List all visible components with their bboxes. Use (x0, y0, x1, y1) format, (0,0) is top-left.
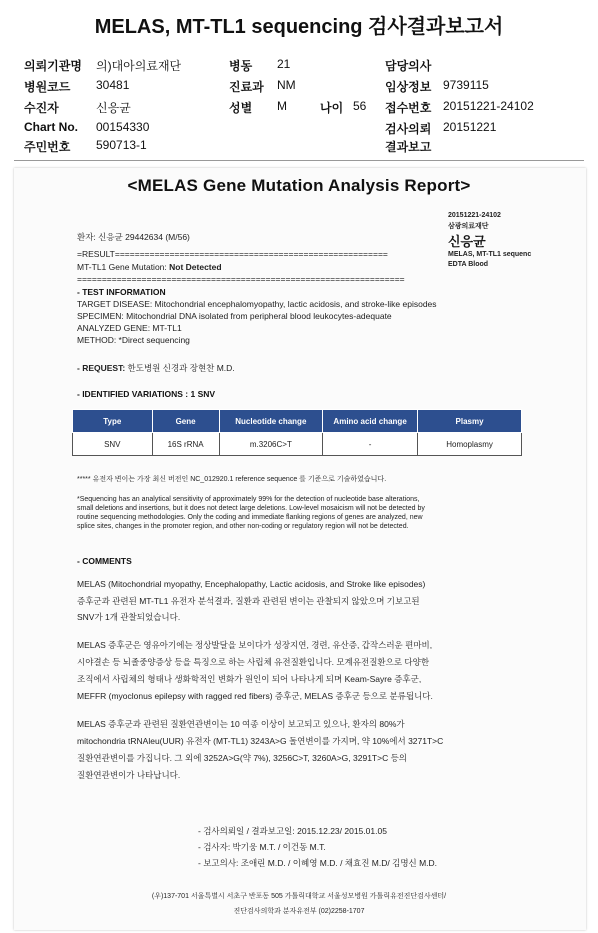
reference-note: ***** 유전자 변이는 가장 최신 버전인 NC_012920.1 reference sequence 를 기준으로 기술하였습니다. (77, 476, 387, 483)
comment-line: MEFFR (myoclonus epilepsy with ragged red fibers) 증후군, MELAS 증후군 등으로 분류됩니다. (77, 691, 433, 701)
variations-heading: - IDENTIFIED VARIATIONS : 1 SNV (77, 389, 216, 399)
label-sex: 성별 (229, 101, 253, 115)
value-institution: 의)대아의료재단 (96, 59, 182, 73)
label-hospital-code: 병원코드 (24, 80, 71, 94)
physicians-line: - 보고의사: 조애린 M.D. / 이혜영 M.D. / 채효진 M.D/ 김명신 M.D. (198, 858, 438, 868)
dates-line: - 검사의뢰일 / 결과보고일: 2015.12.23/ 2015.01.05 (198, 826, 387, 836)
technicians-line: - 검사자: 박기웅 M.T. / 이건동 M.T. (198, 842, 326, 852)
comment-line: 질환연관변이를 가집니다. 그 외에 3252A>G(약 7%), 3256C>T, 3260A>G, 3291T>C 등의 (77, 753, 408, 763)
comment-line: 조직에서 사립체의 형태나 생화학적인 변화가 원인이 되어 나타나게 되며 Keam-Sayre 증후군, (77, 674, 422, 684)
patient-line: 환자: 신응균 29442634 (M/56) (77, 232, 190, 242)
value-resident-no: 590713-1 (96, 138, 147, 152)
label-lab: 삼광의료재단 (448, 223, 489, 230)
method-note-line: splice sites, changes in the promoter region, and other non-coding or regulatory region will not be detected. (77, 523, 409, 530)
cell-nucleotide: m.3206C>T (219, 433, 323, 456)
specimen-line: SPECIMEN: Mitochondrial DNA isolated from peripheral blood leukocytes-adequate (77, 311, 392, 321)
gene-mutation-label: MT-TL1 Gene Mutation: (77, 262, 170, 272)
document-title: MELAS, MT-TL1 sequencing 검사결과보고서 (94, 16, 504, 38)
table-header-row (73, 410, 522, 433)
value-chart-no: 00154330 (96, 120, 150, 134)
label-result-report: 결과보고 (385, 140, 432, 154)
result-separator: ================================================================== (77, 274, 405, 284)
comment-line: 증후군과 관련된 MT-TL1 유전자 분석결과, 질환과 관련된 변이는 관찰되지 않았으며 기보고된 (77, 596, 420, 606)
label-age: 나이 (320, 101, 344, 115)
request-line (77, 362, 235, 374)
value-department: NM (277, 78, 296, 92)
value-age: 56 (353, 99, 367, 113)
value-patient: 신응균 (96, 101, 131, 115)
col-nucleotide: Nucleotide change (219, 410, 323, 433)
col-gene: Gene (152, 410, 219, 433)
test-info-heading: - TEST INFORMATION (77, 287, 166, 297)
label-ward: 병동 (229, 59, 253, 73)
label-resident-no: 주민번호 (24, 140, 71, 154)
comment-line: MELAS (Mitochondrial myopathy, Encephalopathy, Lactic acidosis, and Stroke like episodes) (77, 579, 426, 589)
method-note-line: routine sequencing methodologies. Only the coding and immediate flanking regions of genes are analyzed, new (77, 514, 423, 521)
label-clinical-info: 임상정보 (385, 80, 432, 94)
value-sex: M (277, 99, 287, 113)
comment-line: MELAS 증후군은 영유아기에는 정상발달을 보이다가 성장지연, 경련, 유산증, 갑작스러운 편마비, (77, 640, 433, 650)
footer-department: 진단검사의학과 분자유전부 (02)2258-1707 (233, 908, 365, 915)
label-chart-no: Chart No. (24, 120, 78, 134)
comment-line: SNV가 1개 관찰되었습니다. (77, 612, 181, 622)
value-hospital-code: 30481 (96, 78, 130, 92)
cell-amino-acid: - (323, 433, 418, 456)
table-row (73, 433, 522, 456)
gene-mutation-result (77, 262, 222, 272)
report-title: <MELAS Gene Mutation Analysis Report> (127, 176, 471, 195)
comment-line: 시야결손 등 뇌졸중양증상 등을 특징으로 하는 사립체 유전질환입니다. 모계유전질환으로 다양한 (77, 657, 430, 667)
request-value: 한도병원 신경과 장현찬 M.D. (127, 363, 235, 373)
method-note-line: *Sequencing has an analytical sensitivity of approximately 99% for the detection of nucleotide base alterations, (77, 496, 420, 503)
request-label: - REQUEST: (77, 363, 128, 373)
cell-plasmy: Homoplasmy (418, 433, 522, 456)
comment-line: 질환연관변이가 나타납니다. (77, 770, 181, 780)
label-department: 진료과 (229, 80, 264, 94)
method-note-line: small deletions and insertions, but it does not detect large deletions. Low-level mosaicism will not be detected by (77, 505, 425, 512)
comment-line: mitochondria tRNAleu(UUR) 유전자 (MT-TL1) 3243A>G 돌연변이를 가지며, 약 10%에서 3271T>C (77, 736, 444, 746)
label-institution: 의뢰기관명 (24, 59, 82, 73)
cell-type: SNV (73, 433, 153, 456)
value-receipt-no: 20151221-24102 (443, 99, 534, 113)
comments-heading: - COMMENTS (77, 556, 132, 566)
value-ward: 21 (277, 57, 291, 71)
label-patient: 수진자 (24, 101, 59, 115)
cell-gene: 16S rRNA (152, 433, 219, 456)
footer-address: (우)137-701 서울특별시 서초구 반포동 505 가톨릭대학교 서울성모병원 가톨릭유전진단검사센터/ (151, 893, 447, 900)
label-test: MELAS, MT-TL1 sequenc (448, 251, 532, 258)
header-divider (14, 160, 584, 161)
label-receipt-no: 접수번호 (385, 101, 432, 115)
value-clinical-info: 9739115 (443, 78, 489, 92)
gene-mutation-value: Not Detected (169, 262, 222, 272)
col-type: Type (73, 410, 153, 433)
target-disease: TARGET DISEASE: Mitochondrial encephalomyopathy, lactic acidosis, and stroke-like episodes (77, 299, 437, 309)
method-line: METHOD: *Direct sequencing (77, 335, 190, 345)
label-doctor: 담당의사 (385, 59, 432, 73)
col-plasmy: Plasmy (418, 410, 522, 433)
comment-line: MELAS 증후군과 관련된 질환연관변이는 10 여종 이상이 보고되고 있으나, 환자의 80%가 (77, 719, 405, 729)
label-request-date: 검사의뢰 (385, 122, 432, 136)
variations-table (72, 409, 522, 456)
analyzed-gene: ANALYZED GENE: MT-TL1 (77, 323, 182, 333)
value-request-date: 20151221 (443, 120, 497, 134)
col-amino-acid: Amino acid change (323, 410, 418, 433)
label-patient-name: 신응균 (448, 234, 486, 249)
label-specimen: EDTA Blood (448, 261, 489, 268)
label-receipt: 20151221-24102 (448, 212, 501, 219)
result-header: =RESULT======================================================= (77, 249, 388, 259)
